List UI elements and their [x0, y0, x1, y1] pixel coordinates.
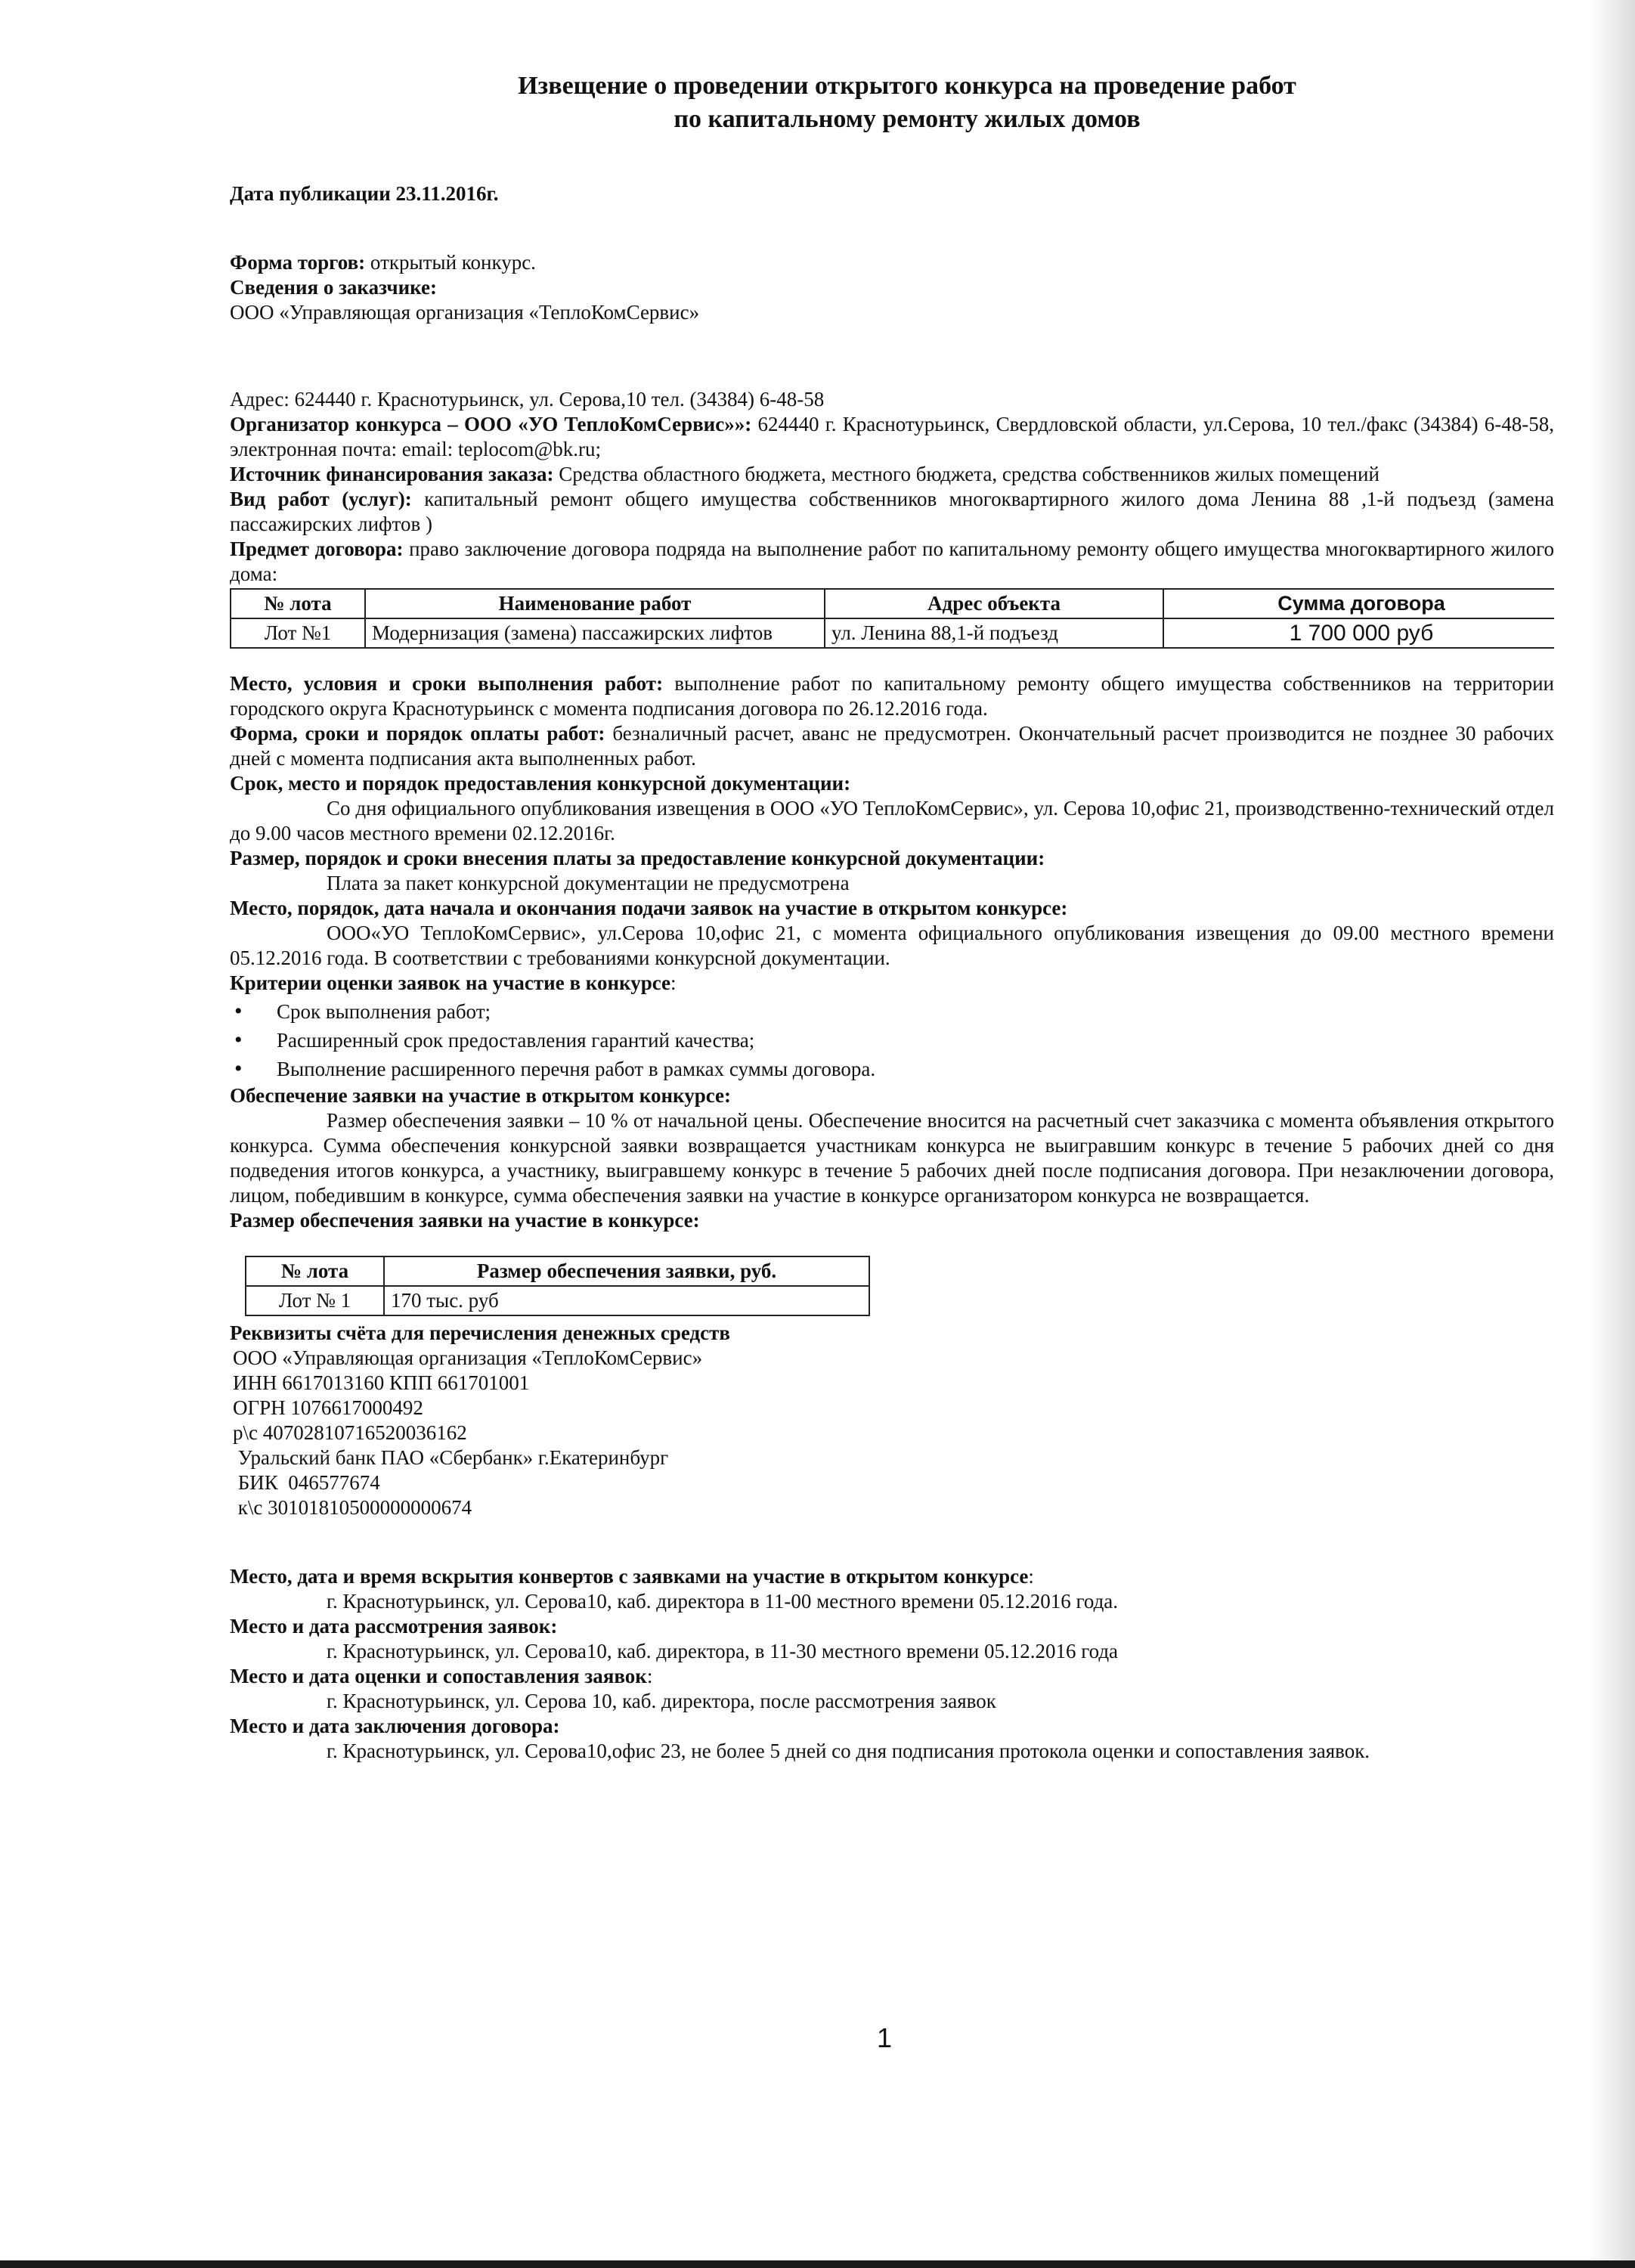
- trade-form: [230, 250, 1554, 275]
- opening-value: г. Краснотурьинск, ул. Серова10, каб. директора в 11-00 местного времени 05.12.2016 года.: [327, 1590, 1119, 1613]
- trade-form-value: открытый конкурс.: [365, 251, 536, 274]
- criteria-list: [230, 997, 1554, 1083]
- security-header-lot: № лота: [246, 1256, 384, 1286]
- lot-contract-sum: 1 700 000 руб: [1163, 618, 1554, 648]
- lot-work-name: Модернизация (замена) пассажирских лифтов: [365, 618, 825, 648]
- evaluation-heading: [230, 1664, 1554, 1689]
- evaluation-colon: :: [646, 1665, 653, 1687]
- evaluation-label: Место и дата оценки и сопоставления заявок: [230, 1665, 647, 1687]
- bank-line: БИК 046577674: [233, 1471, 380, 1494]
- organizer: [230, 412, 1554, 462]
- customer-name: ООО «Управляющая организация «ТеплоКомСервис»: [230, 301, 700, 324]
- conclusion-label: Место и дата заключения договора:: [230, 1715, 560, 1737]
- docs-fee-value: Плата за пакет конкурсной документации не предусмотрена: [327, 872, 850, 894]
- bank-details: [230, 1346, 1554, 1520]
- lots-header-sum: Сумма договора: [1163, 589, 1554, 618]
- organizer-value: 624440 г. Краснотурьинск, Свердловской области, ул.Серова, 10 тел./факс (34384) 6-48-58, электронная почта: email: teplocom@bk.ru;: [230, 413, 1554, 460]
- security-amount: 170 тыс. руб: [384, 1286, 869, 1315]
- security-table-header: [246, 1256, 869, 1286]
- document-page: [230, 70, 1554, 1764]
- bank-line: р\с 40702810716520036162: [233, 1421, 467, 1444]
- criteria-label: Критерии оценки заявок на участие в конкурсе: [230, 971, 671, 994]
- opening-label: Место, дата и время вскрытия конвертов с заявками на участие в открытом конкурсе: [230, 1565, 1029, 1588]
- conclusion-value: г. Краснотурьинск, ул. Серова10,офис 23, не более 5 дней со дня подписания протокола оценки и сопоставления заявок.: [327, 1740, 1370, 1762]
- scan-shadow-right: [1590, 0, 1635, 2268]
- work-type: [230, 487, 1554, 537]
- contract-subject: [230, 537, 1554, 587]
- title-line-1: Извещение о проведении открытого конкурса на проведение работ: [518, 72, 1296, 100]
- bank-line: ООО «Управляющая организация «ТеплоКомСервис»: [233, 1346, 703, 1369]
- organizer-label: Организатор конкурса – ООО «УО ТеплоКомСервис»»:: [230, 413, 752, 435]
- opening-heading: [230, 1564, 1554, 1589]
- contract-subject-label: Предмет договора:: [230, 538, 404, 560]
- trade-form-label: Форма торгов:: [230, 251, 366, 274]
- submission-value: ООО«УО ТеплоКомСервис», ул.Серова 10,офис 21, с момента официального опубликования извещения до 09.00 местного времени 05.12.2016 года. В соответствии с требованиями конкурсной документации.: [230, 922, 1554, 969]
- list-item: • Срок выполнения работ;: [230, 997, 1554, 1026]
- lot-number: Лот №1: [231, 618, 365, 648]
- security-table: [245, 1256, 870, 1316]
- funding-label: Источник финансирования заказа:: [230, 463, 554, 485]
- bank-line: ИНН 6617013160 КПП 661701001: [233, 1371, 530, 1394]
- lot-address: ул. Ленина 88,1-й подъезд: [825, 618, 1163, 648]
- criteria-heading: [230, 971, 1554, 996]
- opening-colon: :: [1028, 1565, 1034, 1588]
- criteria-colon: :: [670, 971, 677, 994]
- document-title: [230, 70, 1554, 136]
- lots-header-name: Наименование работ: [365, 589, 825, 618]
- publication-date: Дата публикации 23.11.2016г.: [230, 182, 499, 205]
- place-terms-value: выполнение работ по капитальному ремонту общего имущества собственников на территории городского округа Краснотурьинск с момента подписания договора по 26.12.2016 года.: [230, 672, 1554, 720]
- evaluation-value: г. Краснотурьинск, ул. Серова 10, каб. директора, после рассмотрения заявок: [327, 1690, 996, 1712]
- list-item: • Выполнение расширенного перечня работ в рамках суммы договора.: [230, 1055, 1554, 1083]
- submission-label: Место, порядок, дата начала и окончания подачи заявок на участие в открытом конкурсе:: [230, 897, 1068, 919]
- work-type-value: капитальный ремонт общего имущества собственников многоквартирного жилого дома Ленина 88 ,1-й подъезд (замена пассажирских лифтов ): [230, 488, 1554, 535]
- review-label: Место и дата рассмотрения заявок:: [230, 1615, 558, 1637]
- contract-subject-value: право заключение договора подряда на выполнение работ по капитальному ремонту общего имущества многоквартирного жилого дома:: [230, 538, 1554, 585]
- customer-address: Адрес: 624440 г. Краснотурьинск, ул. Серова,10 тел. (34384) 6-48-58: [230, 388, 825, 411]
- title-line-2: по капитальному ремонту жилых домов: [674, 105, 1141, 133]
- bank-line: Уральский банк ПАО «Сбербанк» г.Екатеринбург: [233, 1446, 669, 1469]
- funding-source: [230, 462, 1554, 487]
- funding-value: Средства областного бюджета, местного бюджета, средства собственников жилых помещений: [553, 463, 1380, 485]
- scan-edge-bottom: [0, 2260, 1635, 2268]
- bank-line: ОГРН 1076617000492: [233, 1396, 423, 1419]
- work-type-label: Вид работ (услуг):: [230, 488, 412, 510]
- security-header-amount: Размер обеспечения заявки, руб.: [384, 1256, 869, 1286]
- table-row: [231, 618, 1554, 648]
- security-label: Обеспечение заявки на участие в открытом конкурсе:: [230, 1084, 732, 1107]
- security-lot: Лот № 1: [246, 1286, 384, 1315]
- place-terms-label: Место, условия и сроки выполнения работ:: [230, 672, 664, 695]
- bank-line: к\с 30101810500000000674: [233, 1496, 472, 1519]
- list-item: • Расширенный срок предоставления гарантий качества;: [230, 1026, 1554, 1055]
- payment-terms: [230, 721, 1554, 771]
- page-number: 1: [877, 2022, 893, 2053]
- security-value: Размер обеспечения заявки – 10 % от начальной цены. Обеспечение вносится на расчетный счет заказчика с момента объявления открытого конкурса. Сумма обеспечения конкурсной заявки возвращается участникам конкурса не выигравшим конкурс в течение 5 рабочих дней со дня подведения итогов конкурса, а участнику, выигравшему конкурс в течение 5 рабочих дней после подписания договора. При незаключении договора, лицом, победившим в конкурсе, сумма обеспечения заявки на участие в конкурсе организатором конкурса не возвращается.: [230, 1109, 1554, 1207]
- table-row: [246, 1286, 869, 1315]
- docs-fee-label: Размер, порядок и сроки внесения платы за предоставление конкурсной документации:: [230, 847, 1045, 869]
- docs-value: Со дня официального опубликования извещения в ООО «УО ТеплоКомСервис», ул. Серова 10,офис 21, производственно-технический отдел до 9.00 часов местного времени 02.12.2016г.: [230, 797, 1554, 844]
- lots-table: [230, 588, 1554, 649]
- docs-label: Срок, место и порядок предоставления конкурсной документации:: [230, 772, 851, 795]
- payment-label: Форма, сроки и порядок оплаты работ:: [230, 722, 605, 745]
- payment-value: безналичный расчет, аванс не предусмотрен. Окончательный расчет производится не позднее 30 рабочих дней с момента подписания акта выполненных работ.: [230, 722, 1554, 770]
- place-terms: [230, 671, 1554, 721]
- bank-label: Реквизиты счёта для перечисления денежных средств: [230, 1321, 730, 1344]
- security-amount-label: Размер обеспечения заявки на участие в конкурсе:: [230, 1209, 700, 1232]
- customer-label: Сведения о заказчике:: [230, 276, 438, 299]
- lots-table-header: [231, 589, 1554, 618]
- review-value: г. Краснотурьинск, ул. Серова10, каб. директора, в 11-30 местного времени 05.12.2016 года: [327, 1640, 1119, 1662]
- lots-header-address: Адрес объекта: [825, 589, 1163, 618]
- lots-header-lot: № лота: [231, 589, 365, 618]
